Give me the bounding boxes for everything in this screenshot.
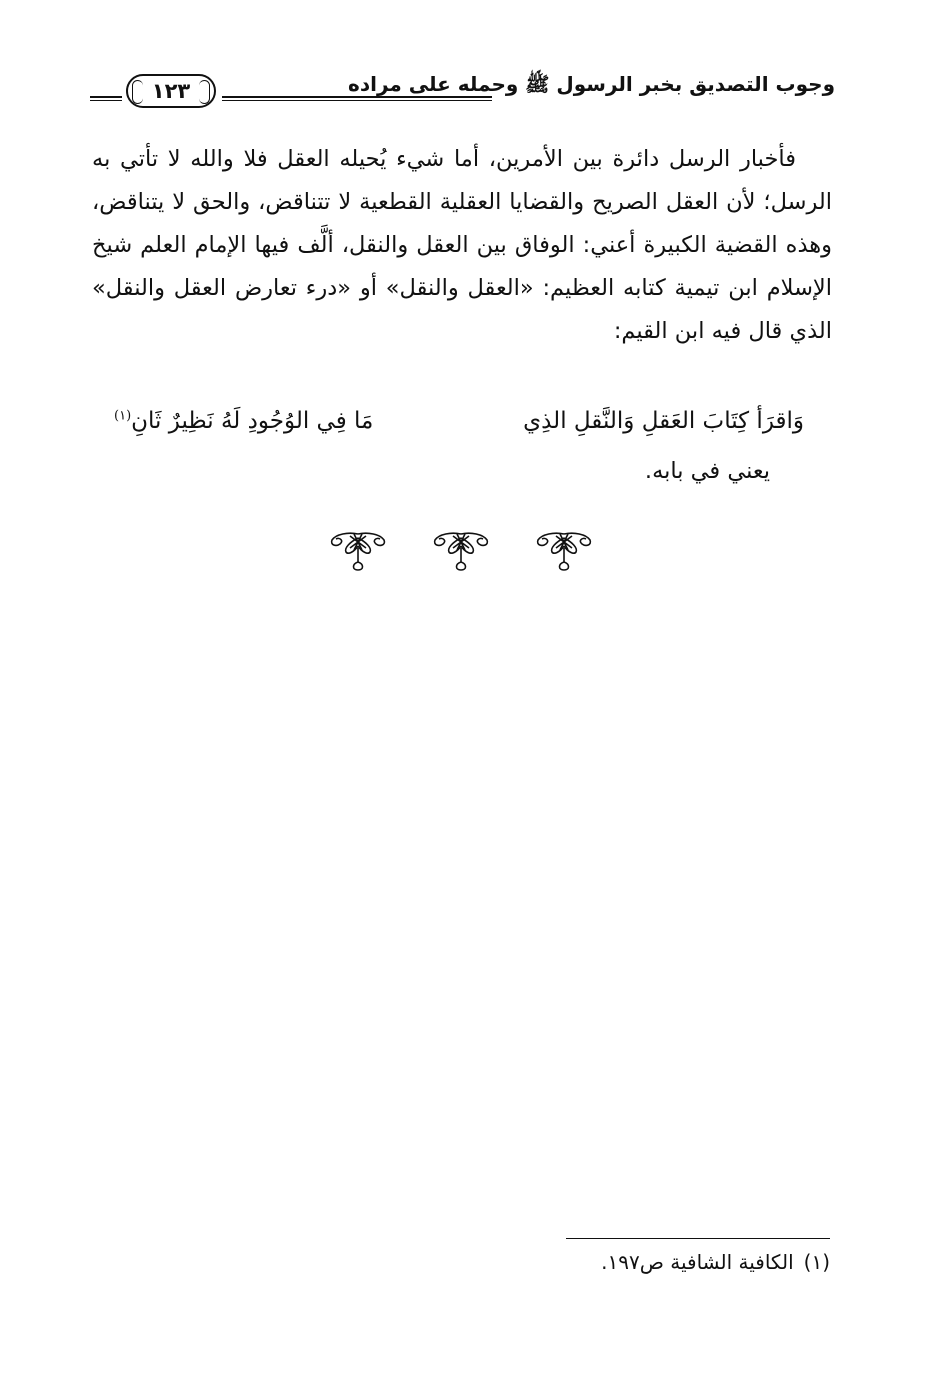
paragraph: فأخبار الرسل دائرة بين الأمرين، أما شيء يُحيله العقل فلا والله لا تأتي به الرسل؛ لأن العقل الصريح والقضايا العقلية القطعية لا تتناقض، والحق لا يتناقض، وهذه القضية الكبيرة أعني: الوفاق بين العقل والنقل، ألَّف فيها الإمام العلم شيخ الإسلام ابن تيمية كتابه العظيم: «العقل والنقل» أو «درء تعارض العقل والنقل» الذي قال فيه ابن القيم: [92,146,832,344]
ornament-icon [532,528,596,574]
section-divider-ornaments [326,528,596,578]
page-number: ١٢٣ [151,79,191,103]
ornament-icon [429,528,493,574]
poem-verse [92,404,832,448]
footnote-separator [566,1238,830,1239]
verse-second-hemistich: مَا فِي الوُجُودِ لَهُ نَظِيرٌ ثَانِ$^{(١)}$ [114,408,374,434]
footnote-reference: (١) [114,408,132,424]
closing-line: يعني في بابه. [644,458,770,484]
main-text [92,138,832,353]
footnote-marker: (١) [803,1250,830,1274]
running-title: وجوب التصديق بخبر الرسول ﷺ وحمله على مراده [348,72,835,96]
running-header [90,68,835,112]
page-number-badge [126,74,216,108]
footnote-text: الكافية الشافية ص١٩٧. [601,1250,794,1274]
header-rule [90,96,122,98]
header-rule [90,100,122,101]
verse-first-hemistich: وَاقرَأ كِتَابَ العَقلِ وَالنَّقلِ الذِي [523,408,804,434]
ornament-icon [326,528,390,574]
footnote [601,1250,830,1274]
